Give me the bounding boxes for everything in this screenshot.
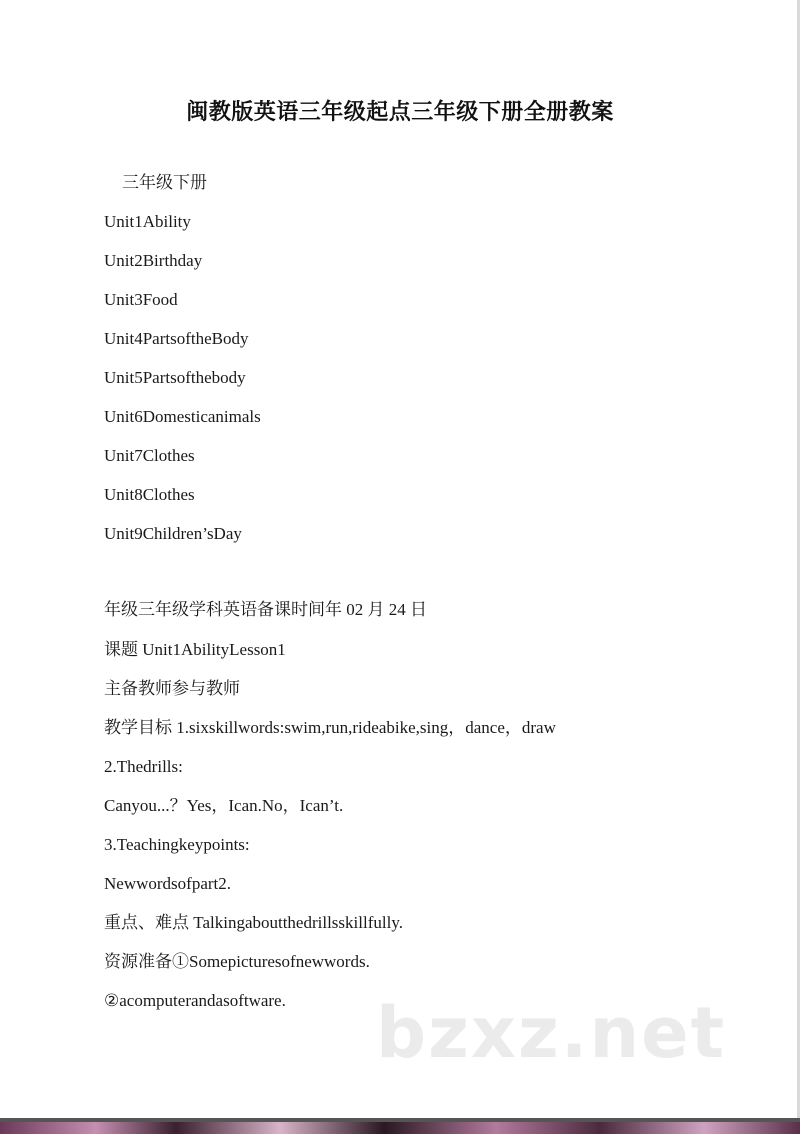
toc-unit-8: Unit8Clothes: [104, 485, 195, 504]
toc-unit-7: Unit7Clothes: [104, 446, 195, 465]
toc-unit-6: Unit6Domesticanimals: [104, 407, 261, 426]
toc-unit-3: Unit3Food: [104, 290, 178, 309]
toc-unit-2: Unit2Birthday: [104, 251, 203, 270]
lesson-topic-line: 课题 Unit1AbilityLesson1: [104, 640, 286, 659]
toc-unit-1: Unit1Ability: [104, 212, 191, 231]
lesson-drills-heading: 2.Thedrills:: [104, 757, 183, 776]
toc-heading: 三年级下册: [122, 173, 207, 192]
toc-unit-5: Unit5Partsofthebody: [104, 368, 246, 387]
lesson-grade-line: 年级三年级学科英语备课时间年 02 月 24 日: [104, 600, 427, 619]
lesson-drills-line: Canyou...？Yes，Ican.No，Ican’t.: [104, 796, 344, 815]
lesson-resources-line-2: ②acomputerandasoftware.: [104, 991, 286, 1010]
lesson-keypoints-heading: 3.Teachingkeypoints:: [104, 835, 250, 854]
lesson-difficulty-line: 重点、难点 Talkingaboutthedrillsskillfully.: [104, 913, 403, 932]
toc-unit-9: Unit9Children’sDay: [104, 524, 242, 543]
lesson-teachers-line: 主备教师参与教师: [104, 679, 240, 698]
document-title: 闽教版英语三年级起点三年级下册全册教案: [186, 100, 614, 125]
lesson-objectives-line: 教学目标 1.sixskillwords:swim,run,rideabike,sing，dance，draw: [104, 718, 556, 737]
lesson-keypoints-line: Newwordsofpart2.: [104, 874, 231, 893]
watermark-logo: bzxz.net: [376, 992, 727, 1074]
lesson-resources-line: 资源准备①Somepicturesofnewwords.: [104, 952, 370, 971]
next-page-preview-strip: [0, 1122, 800, 1134]
toc-unit-4: Unit4PartsoftheBody: [104, 329, 249, 348]
